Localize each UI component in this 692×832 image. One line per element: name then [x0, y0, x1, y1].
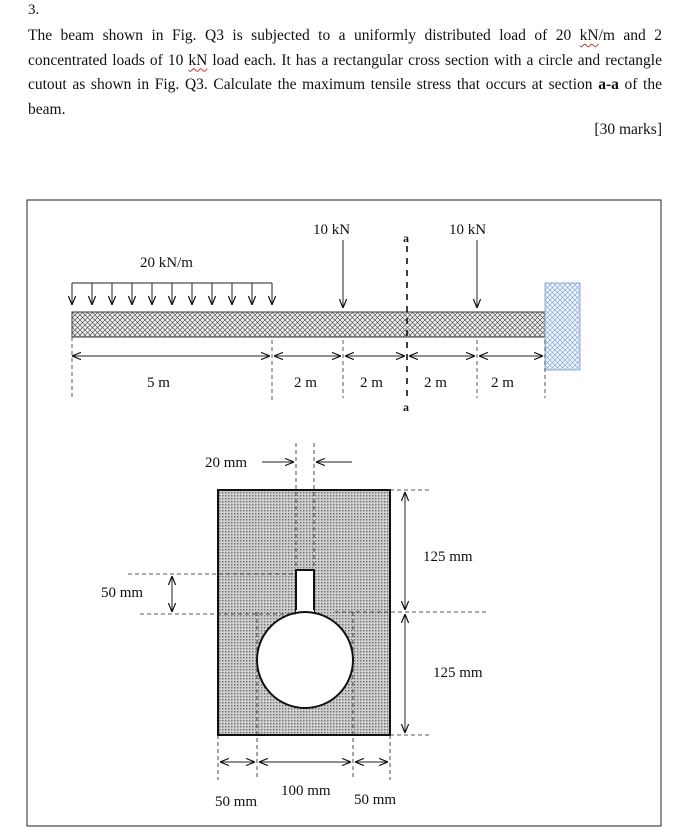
span-4-label: 2 m [424, 375, 447, 391]
span-2-label: 2 m [294, 375, 317, 391]
slot-cutout [296, 570, 314, 612]
spelling-mark: kN [188, 51, 208, 69]
question-text: The beam shown in Fig. Q3 is subjected to a uniformly distributed load of 20 kN/m and 2 concentrated loads of 10 kN load each. It has a rectangular cross section with a circle and rectangle cutout as shown in Fig. Q3. Calculate the maximum tensile stress that occurs at section a-a of the beam. [28, 27, 663, 118]
question-number: 3. [28, 2, 40, 18]
right-offset-label: 50 mm [354, 792, 397, 808]
lower-height-label: 125 mm [433, 665, 483, 681]
load-2-label: 10 kN [449, 222, 487, 238]
udl-label: 20 kN/m [140, 255, 193, 271]
section-bottom-label: a [403, 400, 409, 414]
span-1-label: 5 m [147, 375, 170, 391]
upper-height-label: 125 mm [423, 549, 473, 565]
marks-label: [30 marks] [594, 121, 662, 138]
middle-width-label: 100 mm [281, 783, 331, 799]
section-top-label: a [403, 231, 409, 245]
section-label: a-a [598, 76, 619, 93]
span-3-label: 2 m [360, 375, 383, 391]
slot-width-label: 20 mm [205, 455, 248, 471]
span-5-label: 2 m [491, 375, 514, 391]
left-offset-label: 50 mm [215, 794, 258, 810]
spelling-mark: kN [579, 27, 599, 44]
distributed-load [72, 283, 272, 305]
circle-cutout [257, 612, 353, 708]
slot-height-label: 50 mm [101, 585, 144, 601]
beam [72, 312, 545, 337]
fixed-support [545, 283, 580, 370]
load-1-label: 10 kN [313, 222, 351, 238]
